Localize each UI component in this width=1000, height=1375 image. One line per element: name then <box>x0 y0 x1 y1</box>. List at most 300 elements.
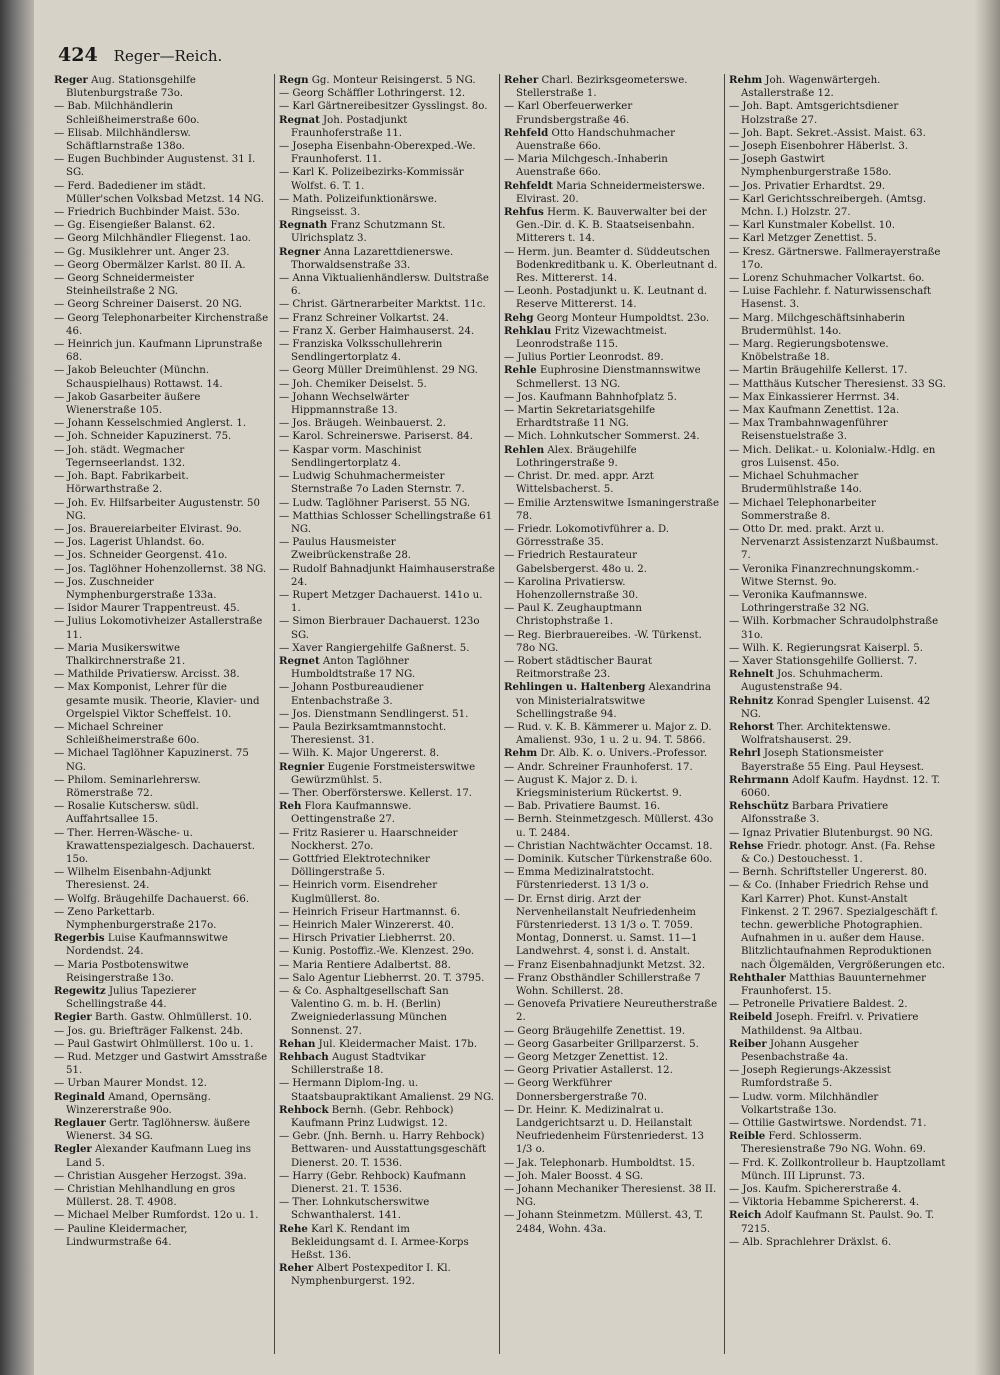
entry-text: — Joh. Maler Boosst. 4 SG. <box>504 1170 644 1182</box>
directory-entry <box>279 879 495 905</box>
directory-entry <box>504 747 720 760</box>
directory-entry <box>279 589 495 615</box>
directory-entry <box>729 391 946 404</box>
directory-entry <box>504 523 720 549</box>
entry-surname: Rehbock <box>279 1103 329 1116</box>
directory-entry <box>729 972 946 998</box>
entry-text: — Julius Portier Leonrodst. 89. <box>504 352 664 364</box>
directory-entry <box>504 1051 720 1064</box>
entry-text: Albert Postexpeditor I. Kl. Nymphenburgerst. 192. <box>291 1263 451 1288</box>
directory-entry <box>729 523 946 563</box>
entry-text: Joseph Stationsmeister Bayerstraße 55 Eing. Paul Heysest. <box>741 748 925 773</box>
entry-text: — Marg. Milchgeschäftsinhaberin Brudermühlst. 14o. <box>729 312 905 337</box>
entry-text: — Mathilde Privatiersw. Arcisst. 38. <box>54 669 240 681</box>
entry-text: — Matthias Schlosser Schellingstraße 61 NG. <box>279 510 493 535</box>
entry-surname: Regnat <box>279 113 320 126</box>
entry-text: — Salo Agentur Liebherrst. 20. T. 3795. <box>279 972 485 984</box>
entry-text: — Jos. Dienstmann Sendlingerst. 51. <box>279 708 469 720</box>
entry-text: — Heinrich jun. Kaufmann Liprunstraße 68. <box>54 339 263 364</box>
directory-entry <box>504 959 720 972</box>
entry-text: — Karl Gerichtsschreibergeh. (Amtsg. Mchn. I.) Holzstr. 27. <box>729 193 927 219</box>
entry-text: — Michael Schreiner Schleißheimerstraße 60o. <box>54 721 200 747</box>
directory-entry <box>279 298 495 311</box>
directory-entry <box>54 866 270 892</box>
entry-text: — Bab. Milchhändlerin Schleißheimerstraße 60o. <box>54 101 200 126</box>
entry-text: — Friedrich Restaurateur Gabelsbergerst. 48o u. 2. <box>504 550 647 575</box>
entry-surname: Rehg <box>504 311 534 324</box>
entry-text: — Jos. Privatier Erhardtst. 29. <box>729 180 886 192</box>
entry-text: — Christian Ausgeher Herzogst. 39a. <box>54 1170 247 1182</box>
entry-surname: Reibeld <box>729 1011 773 1024</box>
entry-text: — Philom. Seminarlehrersw. Römerstraße 72. <box>54 774 201 799</box>
directory-entry <box>729 1183 946 1196</box>
directory-entry <box>729 100 946 126</box>
directory-entry <box>729 747 946 773</box>
directory-entry <box>729 721 946 747</box>
entry-text: — Julius Lokomotivheizer Astallerstraße 11. <box>54 616 263 641</box>
entry-surname: Regnier <box>279 760 325 773</box>
directory-page <box>36 40 976 1365</box>
entry-text: — Zeno Parkettarb. Nymphenburgerstraße 217o. <box>54 906 217 931</box>
entry-text: — Friedrich Buchbinder Maist. 53o. <box>54 207 240 219</box>
directory-entry <box>279 219 495 245</box>
entry-text: — Joh. Bapt. Sekret.-Assist. Maist. 63. <box>729 127 926 139</box>
directory-entry <box>729 232 946 245</box>
directory-entry <box>54 615 270 641</box>
entry-text: Adolf Kaufm. Haydnst. 12. T. 6060. <box>741 774 941 799</box>
entry-text: — Herm. jun. Beamter d. Süddeutschen Bodenkreditbank u. K. Oberleutnant d. Res. Mittererst. 14. <box>504 246 718 285</box>
directory-entry <box>54 1011 270 1024</box>
entry-text: — Isidor Maurer Trappentreust. 45. <box>54 603 240 615</box>
entry-surname: Rehbach <box>279 1051 329 1064</box>
entry-surname: Rehrmann <box>729 773 789 786</box>
directory-entry <box>54 563 270 576</box>
directory-entry <box>54 298 270 311</box>
book-gutter-shadow <box>0 0 34 1375</box>
entry-text: — Joseph Gastwirt Nymphenburgerstraße 158o. <box>729 154 892 179</box>
entry-text: Alexandrina von Ministerialratswitwe Schellingstraße 94. <box>516 682 711 720</box>
entry-text: — Franz Schreiner Volkartst. 24. <box>279 312 449 324</box>
directory-entry <box>279 470 495 496</box>
entry-surname: Reh <box>279 800 302 813</box>
entry-text: — Michael Telephonarbeiter Sommerstraße 8. <box>729 497 876 522</box>
directory-entry <box>54 959 270 985</box>
directory-entry <box>504 629 720 655</box>
directory-entry <box>504 549 720 575</box>
entry-text: Aug. Stationsgehilfe Blutenburgstraße 73o. <box>66 75 196 100</box>
entry-text: Anna Lazarettdienerswe. Thorwaldsenstraße 33. <box>291 246 454 271</box>
directory-entry <box>54 219 270 232</box>
entry-text: — Karl Gärtnereibesitzer Gysslingst. 8o. <box>279 101 488 113</box>
entry-text: — Friedr. Lokomotivführer a. D. Görresstraße 35. <box>504 523 669 549</box>
entry-surname: Rehfus <box>504 206 544 219</box>
entry-text: — Frd. K. Zollkontrolleur b. Hauptzollamt Münch. III Liprunst. 73. <box>729 1157 946 1182</box>
entry-text: — Max Einkassierer Herrnst. 34. <box>729 391 900 403</box>
directory-entry <box>504 430 720 443</box>
directory-entry <box>279 444 495 470</box>
directory-entry <box>54 523 270 536</box>
entry-surname: Regerbis <box>54 932 105 945</box>
directory-entry <box>504 206 720 246</box>
entry-text: — Ignaz Privatier Blutenburgst. 90 NG. <box>729 827 933 839</box>
entry-text: — Andr. Schreiner Fraunhoferst. 17. <box>504 761 693 773</box>
directory-entry <box>729 998 946 1011</box>
directory-entry <box>729 589 946 615</box>
directory-entry <box>504 1157 720 1170</box>
directory-entry <box>504 853 720 866</box>
entry-text: — Dr. Heinr. K. Medizinalrat u. Landgerichtsarzt u. D. Heilanstalt Neufriedenheim Fürstenriederst. 13 1/3 o. <box>504 1104 705 1156</box>
directory-entry <box>504 1038 720 1051</box>
entry-text: — Michael Taglöhner Kapuzinerst. 75 NG. <box>54 748 249 773</box>
directory-entry <box>729 417 946 443</box>
entry-text: — Michael Melber Rumfordst. 12o u. 1. <box>54 1210 259 1222</box>
entry-surname: Rehklau <box>504 324 552 337</box>
entry-text: Euphrosine Dienstmannswitwe Schmellerst. 13 NG. <box>516 365 701 390</box>
directory-entry <box>504 127 720 153</box>
entry-text: — Ottilie Gastwirtswe. Nordendst. 71. <box>729 1118 927 1130</box>
directory-entry <box>54 1223 270 1249</box>
directory-entry <box>54 206 270 219</box>
directory-entry <box>729 180 946 193</box>
directory-entry <box>504 761 720 774</box>
entry-text: — & Co. Asphaltgesellschaft San Valentino G. m. b. H. (Berlin) Zweigniederlassung München Sonnenst. 27. <box>279 986 449 1037</box>
entry-text: — Heinrich vorm. Eisendreher Kuglmüllerst. 8o. <box>279 880 438 905</box>
directory-entry <box>54 430 270 443</box>
entry-text: Alex. Bräugehilfe Lothringerstraße 9. <box>516 444 637 469</box>
entry-text: — Joh. Bapt. Amtsgerichtsdiener Holzstraße 27. <box>729 101 899 126</box>
directory-entry <box>279 272 495 298</box>
directory-entry <box>729 563 946 589</box>
directory-entry <box>504 813 720 839</box>
entry-text: — Emilie Arztenswitwe Ismaningerstraße 78. <box>504 497 720 522</box>
entry-text: — Leonh. Postadjunkt u. K. Leutnant d. Reserve Mittererst. 14. <box>504 286 708 311</box>
entry-surname: Reiber <box>729 1037 767 1050</box>
directory-entry <box>279 853 495 879</box>
directory-entry <box>729 219 946 232</box>
directory-entry <box>504 1077 720 1103</box>
entry-text: — Simon Bierbrauer Dachauerst. 123o SG. <box>279 616 480 641</box>
directory-entry <box>729 444 946 470</box>
entry-text: — Maria Musikerswitwe Thalkirchnerstraße 21. <box>54 642 186 667</box>
entry-text: Alexander Kaufmann Lueg ins Land 5. <box>66 1144 252 1169</box>
entry-surname: Rehlen <box>504 443 545 456</box>
directory-entry <box>279 114 495 140</box>
entry-text: — Max Trambahnwagenführer Reisenstuelstraße 3. <box>729 418 888 443</box>
entry-text: — Jos. Kaufm. Spichererstraße 4. <box>729 1184 902 1196</box>
directory-entry <box>504 497 720 523</box>
entry-text: — Georg Bräugehilfe Zenettist. 19. <box>504 1025 686 1037</box>
directory-entry <box>54 1143 270 1169</box>
directory-entry <box>729 364 946 377</box>
directory-entry <box>504 602 720 628</box>
directory-entry <box>729 879 946 971</box>
entry-surname: Reible <box>729 1130 766 1143</box>
directory-entry <box>54 827 270 867</box>
directory-entry <box>504 721 720 747</box>
entry-surname: Reginald <box>54 1090 105 1103</box>
directory-entry <box>279 87 495 100</box>
directory-entry <box>279 364 495 377</box>
directory-entry <box>504 100 720 126</box>
directory-entry <box>504 1170 720 1183</box>
directory-entry <box>279 166 495 192</box>
directory-entry <box>729 338 946 364</box>
directory-entry <box>729 470 946 496</box>
entry-text: Fritz Vizewachtmeist. Leonrodstraße 115. <box>516 325 667 351</box>
entry-text: — Christian Mehlhandlung en gros Müllerst. 28. T. 4908. <box>54 1184 236 1209</box>
entry-text: — Robert städtischer Baurat Reitmorstraße 23. <box>504 655 653 681</box>
directory-entry <box>504 285 720 311</box>
entry-text: — Viktoria Hebamme Spichererst. 4. <box>729 1197 920 1209</box>
directory-entry <box>279 325 495 338</box>
directory-entry <box>54 391 270 417</box>
entry-text: — Wilhelm Eisenbahn-Adjunkt Theresienst. 24. <box>54 867 212 892</box>
running-head: Reger—Reich. <box>113 47 223 65</box>
directory-entry <box>504 1025 720 1038</box>
directory-entry <box>729 642 946 655</box>
page-number: 424 <box>58 44 98 66</box>
entry-text: — Reg. Bierbrauereibes. -W. Türkenst. 78o NG. <box>504 629 702 654</box>
entry-text: — Maria Postbotenswitwe Reisingerstraße 13o. <box>54 959 189 984</box>
directory-column-1 <box>50 74 275 1354</box>
entry-text: Gg. Monteur Reisingerst. 5 NG. <box>311 75 476 86</box>
entry-text: — Karl Kunstmaler Kobellst. 10. <box>729 220 895 232</box>
entry-text: — Georg Obermälzer Karlst. 80 II. A. <box>54 259 246 271</box>
entry-text: — Otto Dr. med. prakt. Arzt u. Nervenarzt Assistenzarzt Nußbaumst. 7. <box>729 523 939 562</box>
entry-text: — Petronelle Privatiere Baldest. 2. <box>729 999 908 1011</box>
directory-entry <box>54 1183 270 1209</box>
entry-text: — Georg Metzger Zenettist. 12. <box>504 1052 669 1064</box>
entry-text: Joseph. Freifrl. v. Privatiere Mathildenst. 9a Altbau. <box>741 1012 919 1037</box>
entry-text: — Math. Polizeifunktionärswe. Ringseisst. 3. <box>279 193 438 219</box>
entry-text: Jul. Kleidermacher Maist. 17b. <box>318 1038 478 1050</box>
entry-surname: Reher <box>279 1262 314 1275</box>
directory-entry <box>279 655 495 681</box>
entry-text: — Karl K. Polizeibezirks-Kommissär Wolfst. 6. T. 1. <box>279 167 464 192</box>
directory-entry <box>54 800 270 826</box>
entry-text: Joh. Postadjunkt Fraunhoferstraße 11. <box>291 114 408 139</box>
entry-text: — Joh. städt. Wegmacher Tegernseerlandst. 132. <box>54 444 186 469</box>
directory-entry <box>54 893 270 906</box>
entry-text: — Bernh. Steinmetzgesch. Müllerst. 43o u. T. 2484. <box>504 814 714 839</box>
entry-text: Georg Monteur Humpoldtst. 23o. <box>536 312 710 324</box>
entry-text: — Johann Postbureaudiener Entenbachstraße 3. <box>279 682 424 707</box>
directory-entry <box>54 259 270 272</box>
entry-text: — Georg Schäffler Lothringerst. 12. <box>279 88 465 100</box>
directory-entry <box>279 193 495 219</box>
entry-surname: Regewitz <box>54 985 106 998</box>
directory-entry <box>54 153 270 179</box>
entry-text: — Bernh. Schriftsteller Ungererst. 80. <box>729 867 928 879</box>
entry-text: — Lorenz Schuhmacher Volkartst. 6o. <box>729 273 925 285</box>
directory-entry <box>279 1170 495 1196</box>
directory-entry <box>729 1038 946 1064</box>
directory-entry <box>279 1196 495 1222</box>
directory-entry <box>54 536 270 549</box>
directory-entry <box>504 655 720 681</box>
directory-entry <box>279 1262 495 1288</box>
entry-text: — Paul Gastwirt Ohlmüllerst. 10o u. 1. <box>54 1038 254 1050</box>
directory-entry <box>54 100 270 126</box>
entry-text: — Luise Fachlehr. f. Naturwissenschaft Hasenst. 3. <box>729 286 932 311</box>
entry-surname: Regnet <box>279 654 320 667</box>
entry-text: — Wilh. K. Regierungsrat Kaiserpl. 5. <box>729 642 923 654</box>
directory-entry <box>279 140 495 166</box>
entry-surname: Rehse <box>729 839 764 852</box>
entry-text: — Martin Bräugehilfe Kellerst. 17. <box>729 365 908 377</box>
directory-entry <box>729 615 946 641</box>
directory-entry <box>54 1077 270 1090</box>
directory-entry <box>279 945 495 958</box>
directory-entry <box>279 787 495 800</box>
directory-entry <box>729 127 946 140</box>
directory-columns <box>50 74 972 1354</box>
entry-text: — Hirsch Privatier Liebherrst. 20. <box>279 933 456 945</box>
entry-text: — Jakob Gasarbeiter äußere Wienerstraße 105. <box>54 391 201 417</box>
directory-entry <box>54 312 270 338</box>
entry-surname: Regner <box>279 245 321 258</box>
directory-entry <box>729 668 946 694</box>
entry-text: — Johann Wechselwärter Hippmannstraße 13. <box>279 391 409 417</box>
directory-entry <box>729 285 946 311</box>
entry-text: — Anna Viktualienhändlersw. Dultstraße 6. <box>279 273 489 298</box>
directory-entry <box>504 1064 720 1077</box>
entry-text: — Max Komponist, Lehrer für die gesamte musik. Theorie, Klavier- und Orgelspiel Viktor Scheffelst. 10. <box>54 682 260 720</box>
entry-text: — Eugen Buchbinder Augustenst. 31 I. SG. <box>54 154 256 179</box>
entry-text: — Jos. Kaufmann Bahnhofplatz 5. <box>504 391 677 403</box>
entry-text: Luise Kaufmannswitwe Nordendst. 24. <box>66 933 228 958</box>
entry-text: — Gottfried Elektrotechniker Döllingerstraße 5. <box>279 853 430 879</box>
entry-surname: Reher <box>504 74 539 86</box>
entry-text: — Marg. Regierungsbotenswe. Knöbelstraße 18. <box>729 339 889 364</box>
directory-entry <box>729 1011 946 1037</box>
directory-entry <box>279 100 495 113</box>
directory-entry <box>504 998 720 1024</box>
directory-entry <box>54 721 270 747</box>
directory-entry <box>504 470 720 496</box>
directory-entry <box>504 246 720 286</box>
directory-entry <box>504 893 720 959</box>
directory-entry <box>729 246 946 272</box>
entry-text: — Harry (Gebr. Rehbock) Kaufmann Dienerst. 21. T. 1536. <box>279 1170 466 1196</box>
entry-text: — Johann Steinmetzm. Müllerst. 43, T. 2484, Wohn. 43a. <box>504 1210 704 1235</box>
entry-surname: Reger <box>54 74 88 86</box>
directory-entry <box>729 827 946 840</box>
entry-text: — Mich. Lohnkutscher Sommerst. 24. <box>504 431 700 443</box>
entry-text: — Karl Oberfeuerwerker Frundsbergstraße 46. <box>504 101 633 126</box>
directory-entry <box>54 602 270 615</box>
entry-text: — Genovefa Privatiere Neureutherstraße 2. <box>504 999 718 1024</box>
entry-text: — Heinrich Friseur Hartmannst. 6. <box>279 906 461 918</box>
entry-surname: Regn <box>279 74 309 86</box>
directory-entry <box>504 1104 720 1157</box>
directory-entry <box>54 1025 270 1038</box>
directory-entry <box>729 140 946 153</box>
entry-text: Dr. Alb. K. o. Univers.-Professor. <box>540 748 708 760</box>
entry-text: Maria Schneidermeisterswe. Elvirast. 20. <box>516 180 706 205</box>
directory-entry <box>279 338 495 364</box>
entry-text: — Georg Schneidermeister Steinheilstraße 2 NG. <box>54 273 195 298</box>
entry-text: Barth. Gastw. Ohlmüllerst. 10. <box>95 1012 252 1024</box>
directory-entry <box>504 840 720 853</box>
entry-text: — Georg Schreiner Daiserst. 20 NG. <box>54 299 243 311</box>
directory-entry <box>729 1091 946 1117</box>
entry-text: — Georg Werkführer Donnersbergerstraße 70. <box>504 1078 647 1103</box>
entry-surname: Rehfeld <box>504 126 549 139</box>
directory-entry <box>54 906 270 932</box>
directory-entry <box>54 681 270 721</box>
entry-surname: Rehnitz <box>729 694 774 707</box>
directory-entry <box>504 153 720 179</box>
directory-entry <box>504 325 720 351</box>
directory-entry <box>279 536 495 562</box>
entry-text: — Georg Gasarbeiter Grillparzerst. 5. <box>504 1038 699 1050</box>
entry-text: — Rosalie Kutschersw. südl. Auffahrtsallee 15. <box>54 801 199 826</box>
entry-text: — Alb. Sprachlehrer Dräxlst. 6. <box>729 1236 892 1248</box>
directory-entry <box>729 1064 946 1090</box>
entry-text: — Matthäus Kutscher Theresienst. 33 SG. <box>729 378 946 390</box>
directory-column-4 <box>725 74 950 1354</box>
entry-text: — Franz Obsthändler Schillerstraße 7 Wohn. Schillerst. 28. <box>504 972 701 998</box>
directory-entry <box>279 721 495 747</box>
entry-text: Karl K. Rendant im Bekleidungsamt d. I. Armee-Korps Heßst. 136. <box>291 1223 469 1262</box>
entry-text: Ferd. Schlosserm. Theresienstraße 79o NG. Wohn. 69. <box>741 1131 926 1156</box>
entry-text: — Ther. Lohnkutscherswitwe Schwanthalerst. 141. <box>279 1197 430 1222</box>
directory-entry <box>729 74 946 100</box>
entry-text: — August K. Major z. D. i. Kriegsministerium Rückertst. 9. <box>504 774 682 799</box>
entry-surname: Rehrl <box>729 747 761 760</box>
directory-entry <box>279 430 495 443</box>
entry-text: Matthias Bauunternehmer Fraunhoferst. 15. <box>741 972 927 998</box>
entry-text: — Paulus Hausmeister Zweibrückenstraße 28. <box>279 537 412 562</box>
directory-entry <box>729 840 946 866</box>
directory-entry <box>504 800 720 813</box>
directory-entry <box>729 272 946 285</box>
directory-entry <box>279 642 495 655</box>
entry-text: — Xaver Rangiergehilfe Gaßnerst. 5. <box>279 642 470 654</box>
directory-entry <box>279 761 495 787</box>
directory-entry <box>54 932 270 958</box>
directory-column-2 <box>275 74 500 1354</box>
page-header <box>58 44 222 70</box>
entry-text: — Mich. Delikat.- u. Kolonialw.-Hdlg. en gros Luisenst. 45o. <box>729 444 936 469</box>
directory-entry <box>54 747 270 773</box>
directory-entry <box>504 364 720 390</box>
entry-text: — Paul K. Zeughauptmann Christophstraße 1. <box>504 603 642 628</box>
entry-text: — Dr. Ernst dirig. Arzt der Nervenheilanstalt Neufriedenheim Fürstenriederst. 13 1/3 o. T. 7059. Montag, Donnerst. u. Samst. 11—1 Landwehrst. 4, sonst i. d. Anstalt. <box>504 893 698 958</box>
entry-surname: Rehnelt <box>729 668 774 681</box>
directory-entry <box>54 232 270 245</box>
directory-entry <box>504 444 720 470</box>
directory-entry <box>504 576 720 602</box>
directory-entry <box>504 774 720 800</box>
directory-entry <box>729 1209 946 1235</box>
entry-text: — Christ. Gärtnerarbeiter Marktst. 11c. <box>279 299 486 311</box>
directory-entry <box>54 180 270 206</box>
entry-text: — Johann Kesselschmied Anglerst. 1. <box>54 418 247 430</box>
directory-entry <box>729 497 946 523</box>
entry-text: Eugenie Forstmeisterswitwe Gewürzmühlst. 5. <box>291 761 476 786</box>
entry-text: Julius Tapezierer Schellingstraße 44. <box>66 986 197 1011</box>
entry-surname: Rehfeldt <box>504 179 553 192</box>
entry-text: — Hermann Diplom-Ing. u. Staatsbaupraktikant Amalienst. 29 NG. <box>279 1078 494 1103</box>
entry-surname: Rehan <box>279 1037 316 1050</box>
directory-entry <box>54 774 270 800</box>
entry-surname: Rehschütz <box>729 800 789 813</box>
directory-entry <box>279 1223 495 1263</box>
entry-surname: Regier <box>54 1011 92 1024</box>
directory-entry <box>504 391 720 404</box>
